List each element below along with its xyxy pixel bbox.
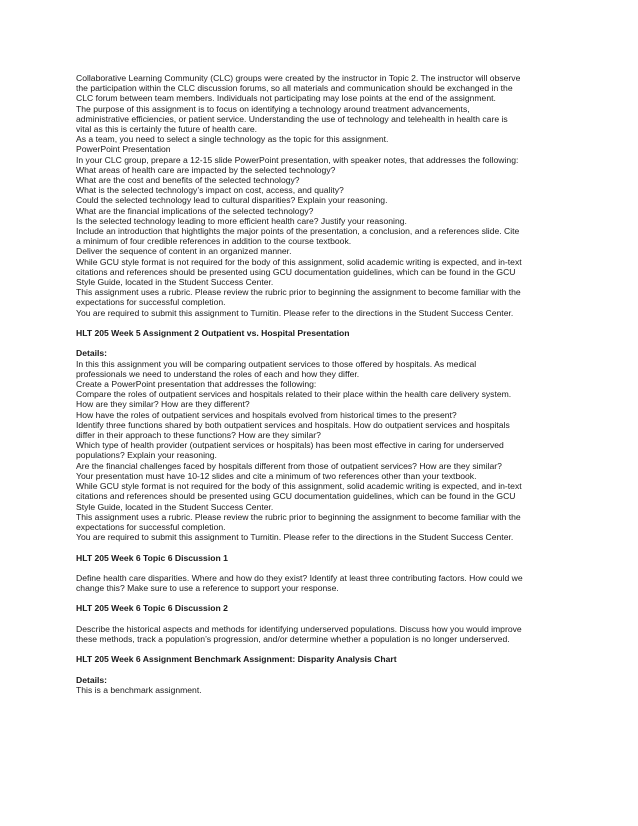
text-line: citations and references should be presented using GCU documentation guidelines, which can be found in the GCU bbox=[76, 491, 516, 502]
section-heading: HLT 205 Week 6 Topic 6 Discussion 1 bbox=[76, 552, 228, 563]
text-line: What areas of health care are impacted by the selected technology? bbox=[76, 164, 336, 175]
text-line: populations? Explain your reasoning. bbox=[76, 450, 217, 461]
text-line: What are the cost and benefits of the selected technology? bbox=[76, 175, 300, 186]
document-body bbox=[76, 73, 568, 695]
text-line: Create a PowerPoint presentation that addresses the following: bbox=[76, 379, 317, 390]
text-line: Style Guide, located in the Student Success Center. bbox=[76, 501, 274, 512]
text-line: Could the selected technology lead to cultural disparities? Explain your reasoning. bbox=[76, 195, 388, 206]
benchmark-section bbox=[76, 654, 568, 695]
text-line: This is a benchmark assignment. bbox=[76, 685, 202, 696]
text-line: This assignment uses a rubric. Please review the rubric prior to beginning the assignment to become familiar with the bbox=[76, 287, 521, 298]
text-line: Is the selected technology leading to more efficient health care? Justify your reasoning. bbox=[76, 215, 407, 226]
text-line: While GCU style format is not required for the body of this assignment, solid academic writing is expected, and in-text bbox=[76, 481, 522, 492]
text-line: What are the financial implications of the selected technology? bbox=[76, 205, 314, 216]
text-line: differ in their approach to these functions? How are they similar? bbox=[76, 430, 321, 441]
text-line: Compare the roles of outpatient services and hospitals related to their place within the health care delivery system. bbox=[76, 389, 512, 400]
details-label: Details: bbox=[76, 348, 108, 359]
text-line: CLC forum between team members. Individuals not participating may lose points at the end of the assignment. bbox=[76, 93, 496, 104]
section-heading: HLT 205 Week 5 Assignment 2 Outpatient vs. Hospital Presentation bbox=[76, 328, 350, 339]
text-line: What is the selected technology’s impact on cost, access, and quality? bbox=[76, 185, 344, 196]
text-line: citations and references should be presented using GCU documentation guidelines, which can be found in the GCU bbox=[76, 266, 516, 277]
text-line: these methods, track a population’s progression, and/or determine whether a population is no longer underserved. bbox=[76, 634, 510, 645]
discussion2-section bbox=[76, 603, 568, 644]
text-line: This assignment uses a rubric. Please review the rubric prior to beginning the assignment to become familiar with the bbox=[76, 511, 521, 522]
text-line: Deliver the sequence of content in an organized manner. bbox=[76, 246, 292, 257]
text-line: Your presentation must have 10-12 slides and cite a minimum of two references other than your textbook. bbox=[76, 470, 477, 481]
text-line: Identify three functions shared by both outpatient services and hospitals. How do outpatient services and hospitals bbox=[76, 419, 510, 430]
text-line: a minimum of four credible references in addition to the course textbook. bbox=[76, 236, 352, 247]
clc-section bbox=[76, 73, 568, 318]
text-line: The purpose of this assignment is to focus on identifying a technology around treatment advancements, bbox=[76, 103, 470, 114]
text-line: You are required to submit this assignment to Turnitin. Please refer to the directions in the Student Success Center. bbox=[76, 307, 514, 318]
text-line: How have the roles of outpatient services and hospitals evolved from historical times to the present? bbox=[76, 409, 457, 420]
text-line: You are required to submit this assignment to Turnitin. Please refer to the directions in the Student Success Center. bbox=[76, 532, 514, 543]
text-line: expectations for successful completion. bbox=[76, 521, 226, 532]
text-line: professionals we need to understand the roles of each and how they differ. bbox=[76, 368, 360, 379]
text-line: In this this assignment you will be comparing outpatient services to those offered by hospitals. As medical bbox=[76, 358, 477, 369]
text-line: vital as this is certainly the future of health care. bbox=[76, 124, 258, 135]
section-heading: HLT 205 Week 6 Topic 6 Discussion 2 bbox=[76, 603, 228, 614]
details-label: Details: bbox=[76, 674, 108, 685]
text-line: Collaborative Learning Community (CLC) groups were created by the instructor in Topic 2. The instructor will observe bbox=[76, 73, 521, 83]
text-line: the participation within the CLC discussion forums, so all materials and communication should be exchanged in the bbox=[76, 83, 513, 94]
text-line: Define health care disparities. Where and how do they exist? Identify at least three contributing factors. How could we bbox=[76, 572, 523, 583]
week5-section bbox=[76, 328, 568, 542]
text-line: While GCU style format is not required for the body of this assignment, solid academic writing is expected, and in-text bbox=[76, 256, 522, 267]
text-line: administrative efficiencies, or patient service. Understanding the use of technology and telehealth in health care is bbox=[76, 113, 508, 124]
text-line: Describe the historical aspects and methods for identifying underserved populations. Discuss how you would improve bbox=[76, 623, 522, 634]
discussion1-section bbox=[76, 553, 568, 594]
text-line: Are the financial challenges faced by hospitals different from those of outpatient services? How are they similar? bbox=[76, 460, 502, 471]
text-line: How are they similar? How are they different? bbox=[76, 399, 250, 410]
text-line: expectations for successful completion. bbox=[76, 297, 226, 308]
section-heading: HLT 205 Week 6 Assignment Benchmark Assignment: Disparity Analysis Chart bbox=[76, 654, 397, 665]
text-line: Include an introduction that hightlights the major points of the presentation, a conclusion, and a references slide. Cite bbox=[76, 226, 520, 237]
text-line: As a team, you need to select a single technology as the topic for this assignment. bbox=[76, 134, 389, 145]
text-line: Which type of health provider (outpatient services or hospitals) has been most effective in caring for underserved bbox=[76, 440, 504, 451]
text-line: In your CLC group, prepare a 12-15 slide PowerPoint presentation, with speaker notes, that addresses the following: bbox=[76, 154, 519, 165]
text-line: PowerPoint Presentation bbox=[76, 144, 171, 155]
text-line: change this? Make sure to use a reference to support your response. bbox=[76, 583, 339, 594]
text-line: Style Guide, located in the Student Success Center. bbox=[76, 277, 274, 288]
